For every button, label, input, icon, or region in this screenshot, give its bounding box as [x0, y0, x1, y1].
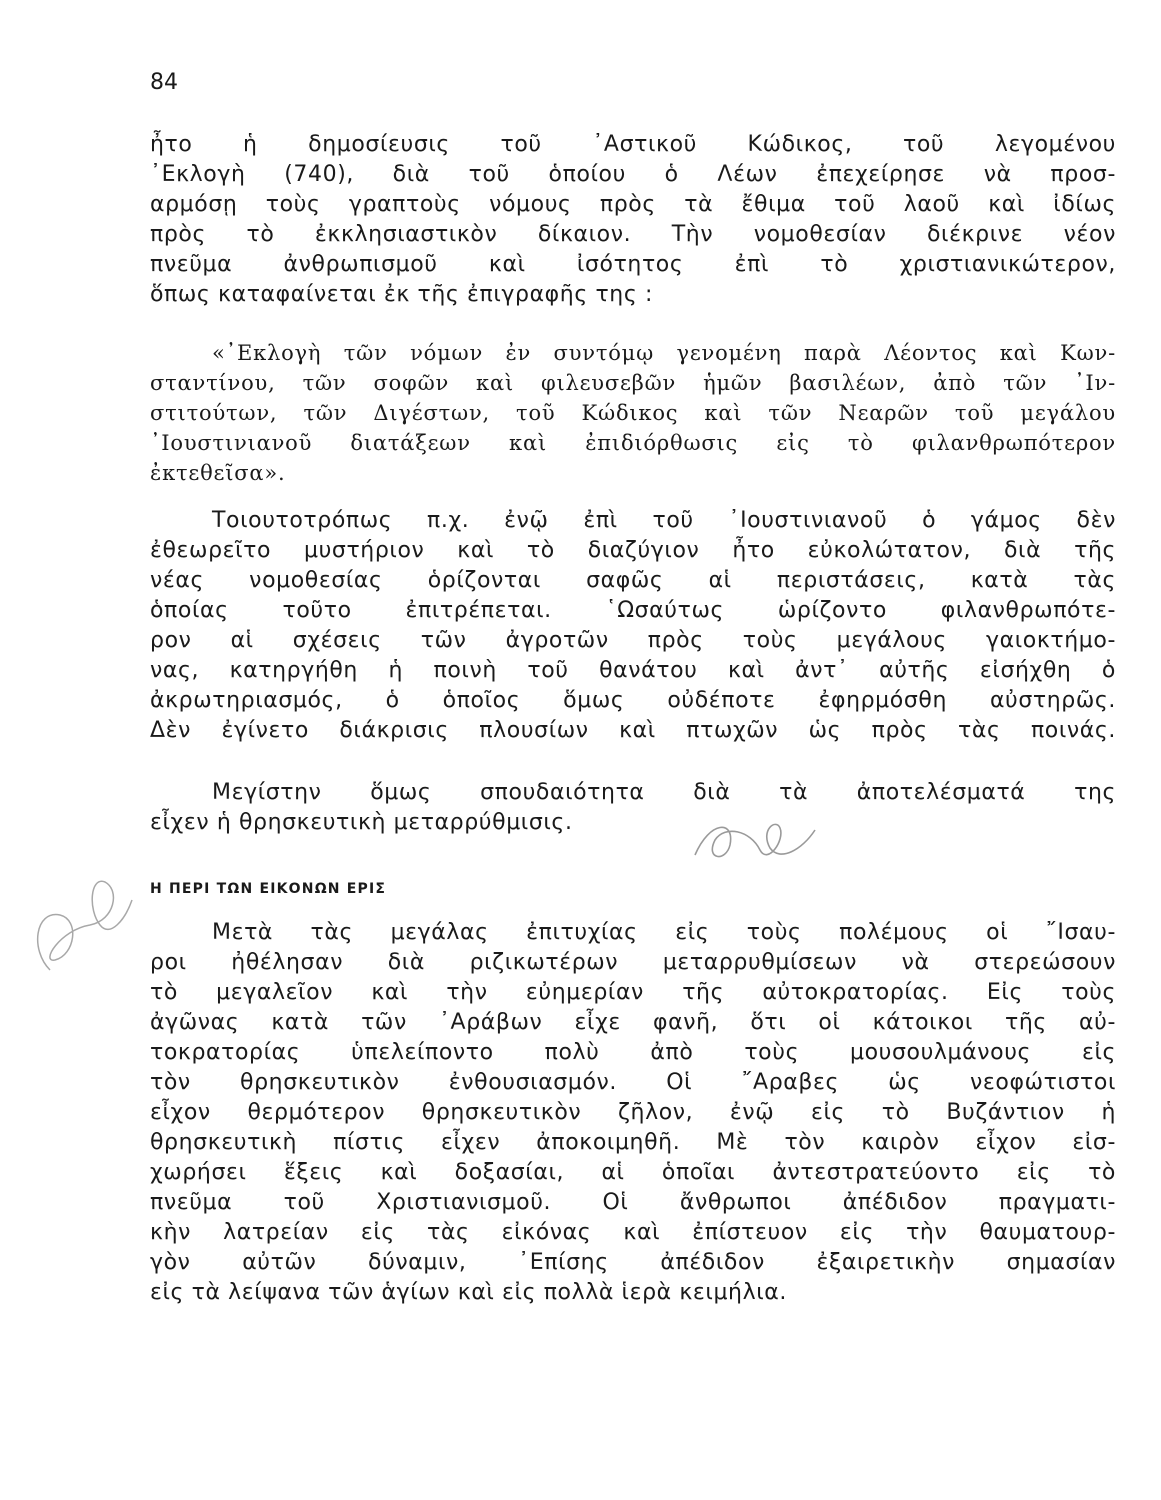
text-line: ὅπως καταφαίνεται ἐκ τῆς ἐπιγραφῆς της :	[150, 282, 653, 307]
text-line: Δὲν ἐγίνετο διάκρισις πλουσίων καὶ πτωχῶν ὡς πρὸς τὰς ποινάς.	[150, 718, 1116, 743]
text-line: ὁποίας τοῦτο ἐπιτρέπεται. ῾Ωσαύτως ὡρίζοντο φιλανθρωπότε-	[150, 598, 1116, 623]
section-heading: Η ΠΕΡΙ ΤΩΝ ΕΙΚΟΝΩΝ ΕΡΙΣ	[150, 881, 387, 897]
paragraph-3	[150, 778, 1116, 838]
text-line: τὸν θρησκευτικὸν ἐνθουσιασμόν. Οἱ ῎Αραβες ὡς νεοφώτιστοι	[150, 1070, 1116, 1095]
text-line: τοκρατορίας ὑπελείποντο πολὺ ἀπὸ τοὺς μουσουλμάνους εἰς	[150, 1040, 1116, 1065]
text-line: ἐθεωρεῖτο μυστήριον καὶ τὸ διαζύγιον ἦτο εὐκολώτατον, διὰ τῆς	[150, 538, 1116, 563]
text-line: πρὸς τὸ ἐκκλησιαστικὸν δίκαιον. Τὴν νομοθεσίαν διέκρινε νέον	[150, 222, 1116, 247]
quote-line: ἐκτεθεῖσα».	[150, 461, 286, 485]
text-line: νέας νομοθεσίας ὁρίζονται σαφῶς αἱ περιστάσεις, κατὰ τὰς	[150, 568, 1116, 593]
text-line: Τοιουτοτρόπως π.χ. ἐνῷ ἐπὶ τοῦ ᾿Ιουστινιανοῦ ὁ γάμος δὲν	[212, 508, 1116, 533]
text-line: ἦτο ἡ δημοσίευσις τοῦ ᾿Αστικοῦ Κώδικος, τοῦ λεγομένου	[150, 132, 1116, 157]
quote-line: στιτούτων, τῶν Διγέστων, τοῦ Κώδικος καὶ τῶν Νεαρῶν τοῦ μεγάλου	[150, 401, 1116, 425]
text-line: ροι ἠθέλησαν διὰ ριζικωτέρων μεταρρυθμίσεων νὰ στερεώσουν	[150, 950, 1116, 975]
text-line: ᾿Εκλογὴ (740), διὰ τοῦ ὁποίου ὁ Λέων ἐπεχείρησε νὰ προσ-	[150, 162, 1116, 187]
text-line: θρησκευτικὴ πίστις εἶχεν ἀποκοιμηθῆ. Μὲ τὸν καιρὸν εἶχον εἰσ-	[150, 1130, 1116, 1155]
text-line: ἀκρωτηριασμός, ὁ ὁποῖος ὅμως οὐδέποτε ἐφηρμόσθη αὐστηρῶς.	[150, 688, 1116, 713]
text-line: κὴν λατρείαν εἰς τὰς εἰκόνας καὶ ἐπίστευον εἰς τὴν θαυματουρ-	[150, 1220, 1116, 1245]
text-line: αρμόσῃ τοὺς γραπτοὺς νόμους πρὸς τὰ ἔθιμα τοῦ λαοῦ καὶ ἰδίως	[150, 192, 1116, 217]
text-line: τὸ μεγαλεῖον καὶ τὴν εὐημερίαν τῆς αὐτοκρατορίας. Εἰς τοὺς	[150, 980, 1116, 1005]
text-line: εἶχον θερμότερον θρησκευτικὸν ζῆλον, ἐνῷ εἰς τὸ Βυζάντιον ἡ	[150, 1100, 1116, 1125]
text-line: γὸν αὐτῶν δύναμιν, ᾿Επίσης ἀπέδιδον ἐξαιρετικὴν σημασίαν	[150, 1250, 1116, 1275]
text-line: πνεῦμα ἀνθρωπισμοῦ καὶ ἰσότητος ἐπὶ τὸ χριστιανικώτερον,	[150, 252, 1116, 277]
quote-line: σταντίνου, τῶν σοφῶν καὶ φιλευσεβῶν ἡμῶν βασιλέων, ἀπὸ τῶν ᾿Ιν-	[150, 371, 1116, 395]
quotation-block	[150, 338, 1116, 488]
paragraph-4	[150, 918, 1116, 1308]
margin-scribble	[20, 870, 140, 980]
handwritten-scribble	[690, 810, 820, 870]
text-line: ρον αἱ σχέσεις τῶν ἀγροτῶν πρὸς τοὺς μεγάλους γαιοκτήμο-	[150, 628, 1116, 653]
text-line: ἀγῶνας κατὰ τῶν ᾿Αράβων εἶχε φανῆ, ὅτι οἱ κάτοικοι τῆς αὐ-	[150, 1010, 1116, 1035]
text-line: νας, κατηργήθη ἡ ποινὴ τοῦ θανάτου καὶ ἀντ᾿ αὐτῆς εἰσήχθη ὁ	[150, 658, 1116, 683]
page-number: 84	[150, 70, 178, 95]
text-line: Μεγίστην ὅμως σπουδαιότητα διὰ τὰ ἀποτελέσματά της	[212, 780, 1116, 805]
quote-line: «᾿Εκλογὴ τῶν νόμων ἐν συντόμῳ γενομένη παρὰ Λέοντος καὶ Κων-	[212, 341, 1116, 365]
text-line: Μετὰ τὰς μεγάλας ἐπιτυχίας εἰς τοὺς πολέμους οἱ ῎Ισαυ-	[212, 920, 1116, 945]
text-line: χωρήσει ἕξεις καὶ δοξασίαι, αἱ ὁποῖαι ἀντεστρατεύοντο εἰς τὸ	[150, 1160, 1116, 1185]
paragraph-1	[150, 130, 1116, 310]
quote-line: ᾿Ιουστινιανοῦ διατάξεων καὶ ἐπιδιόρθωσις εἰς τὸ φιλανθρωπότερον	[150, 431, 1116, 455]
text-line: εἶχεν ἡ θρησκευτικὴ μεταρρύθμισις.	[150, 810, 573, 835]
text-line: εἰς τὰ λείψανα τῶν ἁγίων καὶ εἰς πολλὰ ἱερὰ κειμήλια.	[150, 1280, 787, 1305]
paragraph-2	[150, 506, 1116, 746]
text-line: πνεῦμα τοῦ Χριστιανισμοῦ. Οἱ ἄνθρωποι ἀπέδιδον πραγματι-	[150, 1190, 1116, 1215]
